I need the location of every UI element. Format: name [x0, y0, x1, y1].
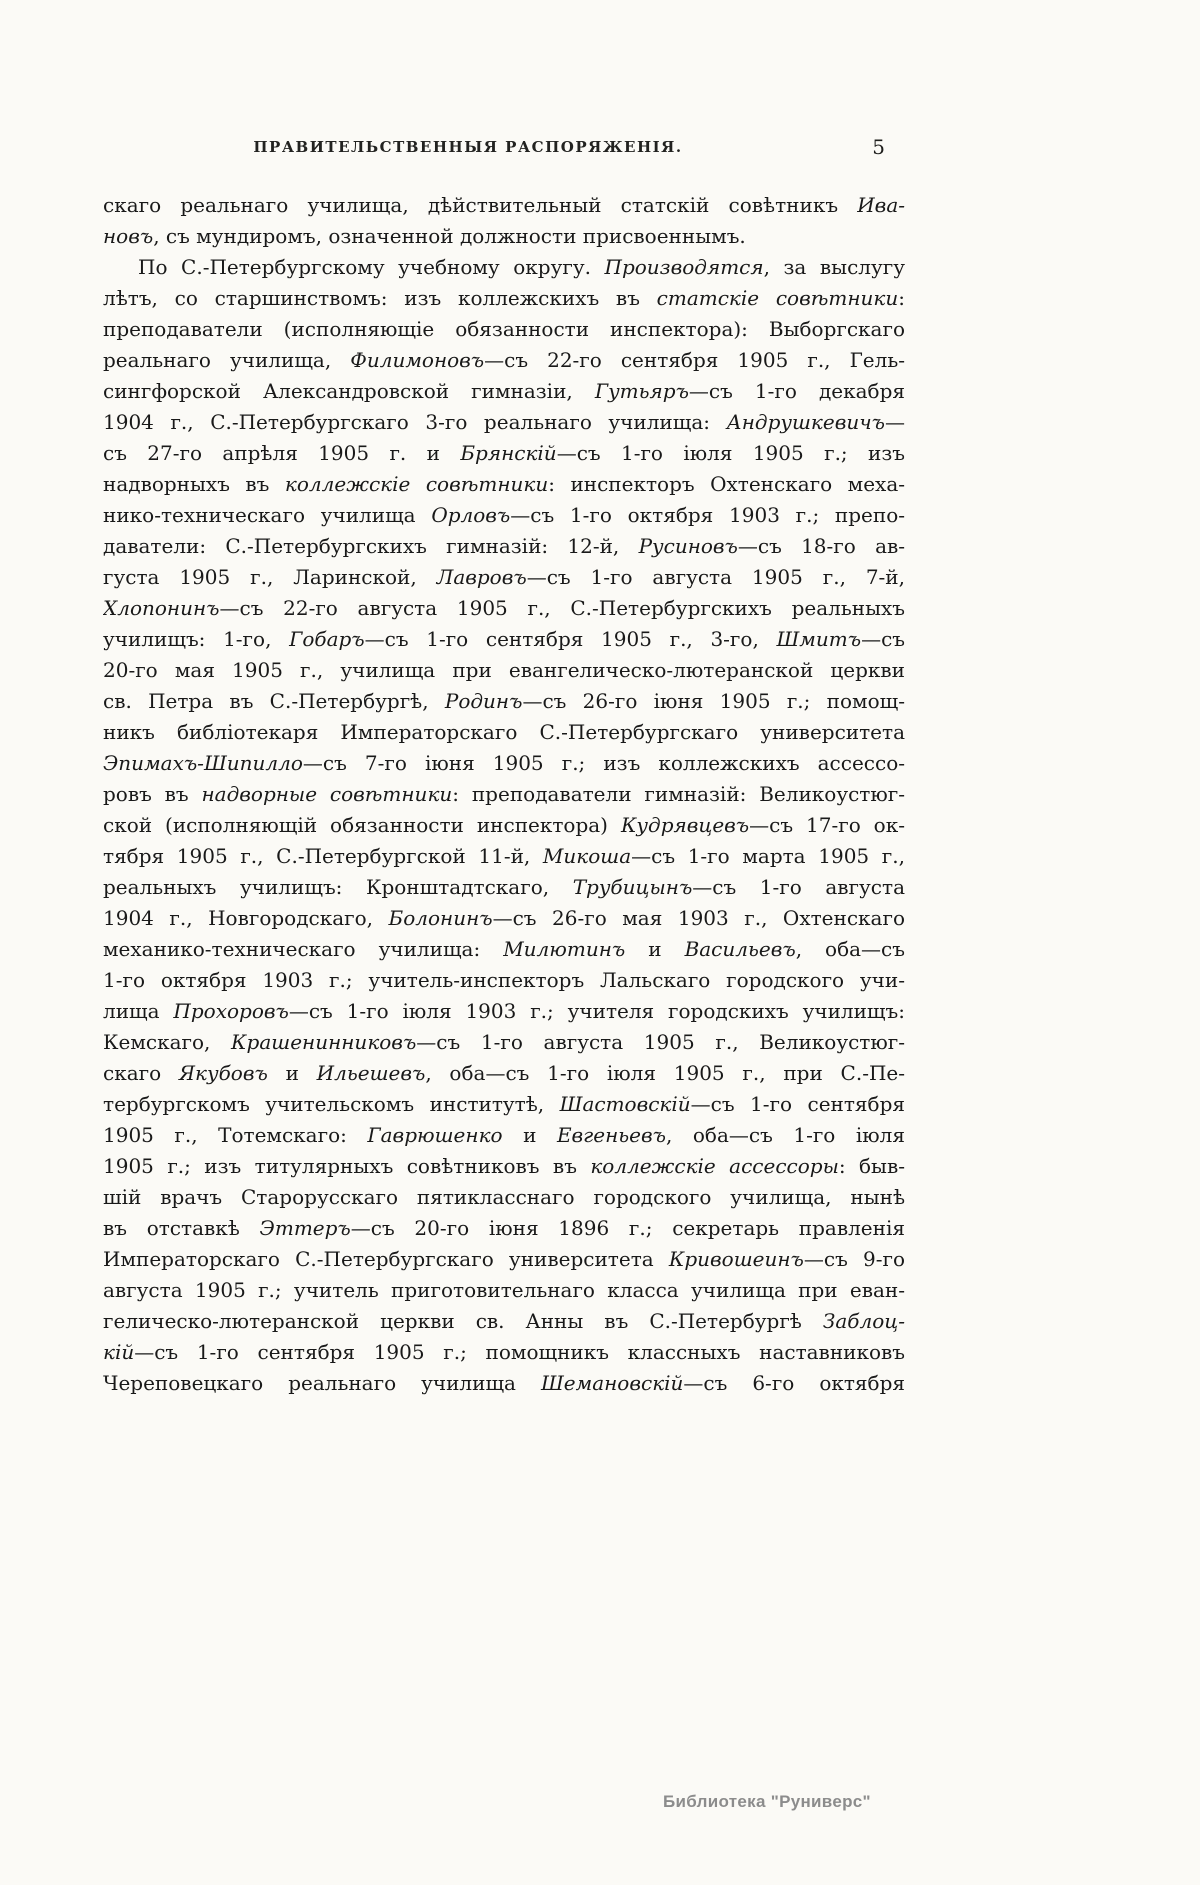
italic-text-segment: Эттеръ [259, 1216, 351, 1240]
italic-text-segment: Эпимахъ-Шипилло [103, 751, 303, 775]
text-segment: св. Петра въ С.-Петербургѣ, [103, 689, 445, 713]
text-line [103, 655, 905, 686]
italic-text-segment: Орловъ [431, 503, 511, 527]
text-segment: ской (исполняющій обязанности инспектора) [103, 813, 621, 837]
text-segment: , за выслугу [763, 255, 905, 279]
text-segment: , оба—съ 1-го іюля 1905 г., при С.-Пе- [425, 1061, 905, 1085]
italic-text-segment: Трубицынъ [572, 875, 693, 899]
text-segment: : быв- [838, 1154, 905, 1178]
text-segment: съ 27-го апрѣля 1905 г. и [103, 441, 461, 465]
text-line [103, 1306, 905, 1337]
italic-text-segment: Филимоновъ [350, 348, 485, 372]
text-segment: —съ 9-го [803, 1247, 905, 1271]
text-segment: Императорскаго С.-Петербургскаго университета [103, 1247, 669, 1271]
italic-text-segment: коллежскіе совѣтники [284, 472, 549, 496]
text-segment: По С.-Петербургскому учебному округу. [138, 255, 605, 279]
text-segment: — [885, 410, 905, 434]
italic-text-segment: Шмитъ [776, 627, 862, 651]
text-line [103, 965, 905, 996]
italic-text-segment: Русиновъ [638, 534, 738, 558]
text-segment: никъ библіотекаря Императорскаго С.-Петербургскаго университета [103, 720, 905, 744]
page-header [103, 135, 903, 162]
text-segment: —съ 1-го декабря [688, 379, 905, 403]
document-body [103, 190, 905, 1399]
text-segment: реальныхъ училищъ: Кронштадтскаго, [103, 875, 573, 899]
text-segment: —съ 1-го марта 1905 г., [631, 844, 905, 868]
text-segment: шій врачъ Старорусскаго пятикласснаго городского училища, нынѣ [103, 1185, 905, 1209]
text-segment: августа 1905 г.; учитель приготовительнаго класса училища при еван- [103, 1278, 905, 1302]
text-segment: —съ 7-го іюня 1905 г.; изъ коллежскихъ ассессо- [302, 751, 905, 775]
italic-text-segment: Микоша [542, 844, 632, 868]
italic-text-segment: Заблоц- [822, 1309, 905, 1333]
italic-text-segment: коллежскіе ассессоры [590, 1154, 839, 1178]
text-line [103, 314, 905, 345]
text-segment: —съ [861, 627, 905, 651]
text-line [103, 779, 905, 810]
text-segment: густа 1905 г., Ларинской, [103, 565, 437, 589]
text-segment: гелическо-лютеранской церкви св. Анны въ С.-Петербургѣ [103, 1309, 823, 1333]
text-segment: лѣтъ, со старшинствомъ: изъ коллежскихъ въ [103, 286, 657, 310]
text-segment: 1904 г., Новгородскаго, [103, 906, 389, 930]
text-line [103, 1182, 905, 1213]
text-segment: ровъ въ [103, 782, 202, 806]
text-segment: —съ 1-го іюля 1905 г.; изъ [556, 441, 905, 465]
text-line [103, 1368, 905, 1399]
italic-text-segment: Гобаръ [289, 627, 365, 651]
text-line [103, 1275, 905, 1306]
italic-text-segment: Лавровъ [436, 565, 527, 589]
text-line [103, 1089, 905, 1120]
text-line [103, 872, 905, 903]
text-line [103, 1213, 905, 1244]
italic-text-segment: Шемановскій [540, 1371, 684, 1395]
text-line [103, 345, 905, 376]
italic-text-segment: Кудрявцевъ [620, 813, 750, 837]
text-line [103, 438, 905, 469]
italic-text-segment: статскіе совѣтники [656, 286, 899, 310]
text-segment: и [625, 937, 685, 961]
text-segment: —съ 1-го сентября [690, 1092, 905, 1116]
text-segment: —съ 1-го сентября 1905 г.; помощникъ классныхъ наставниковъ [134, 1340, 905, 1364]
text-segment: механико-техническаго училища: [103, 937, 504, 961]
text-segment: тября 1905 г., С.-Петербургской 11-й, [103, 844, 543, 868]
text-segment: нико-техническаго училища [103, 503, 432, 527]
italic-text-segment: Милютинъ [503, 937, 626, 961]
italic-text-segment: новъ [103, 224, 154, 248]
text-segment: сингфорской Александровской гимназіи, [103, 379, 595, 403]
text-segment: преподаватели (исполняющіе обязанности инспектора): Выборгскаго [103, 317, 905, 341]
text-line [103, 996, 905, 1027]
italic-text-segment: Ива- [857, 193, 905, 217]
text-segment: скаго [103, 1061, 179, 1085]
italic-text-segment: Прохоровъ [173, 999, 289, 1023]
text-segment: —съ 6-го октября [683, 1371, 905, 1395]
italic-text-segment: Производятся [604, 255, 764, 279]
text-line [103, 717, 905, 748]
italic-text-segment: Евгеньевъ [556, 1123, 666, 1147]
italic-text-segment: Шастовскій [559, 1092, 691, 1116]
text-line [103, 221, 905, 252]
text-line [103, 1337, 905, 1368]
text-segment: реальнаго училища, [103, 348, 351, 372]
text-line [103, 841, 905, 872]
text-segment: 20-го мая 1905 г., училища при евангелическо-лютеранской церкви [103, 658, 905, 682]
text-segment: тербургскомъ учительскомъ институтѣ, [103, 1092, 560, 1116]
text-segment: , оба—съ 1-го іюля [666, 1123, 905, 1147]
text-segment: —съ 17-го ок- [749, 813, 905, 837]
italic-text-segment: надворные совѣтники [201, 782, 453, 806]
text-line [103, 593, 905, 624]
italic-text-segment: Брянскій [460, 441, 557, 465]
text-segment: и [502, 1123, 557, 1147]
text-line [103, 562, 905, 593]
italic-text-segment: Васильевъ [684, 937, 796, 961]
text-line [103, 190, 905, 221]
text-line [103, 1120, 905, 1151]
text-segment: —съ 1-го сентября 1905 г., 3-го, [364, 627, 777, 651]
text-segment: —съ 18-го ав- [737, 534, 905, 558]
text-segment: , съ мундиромъ, означенной должности присвоеннымъ. [153, 224, 746, 248]
text-segment: : преподаватели гимназій: Великоустюг- [452, 782, 905, 806]
italic-text-segment: кій [103, 1340, 135, 1364]
italic-text-segment: Хлопонинъ [103, 596, 220, 620]
italic-text-segment: Андрушкевичъ [726, 410, 885, 434]
italic-text-segment: Кривошеинъ [668, 1247, 804, 1271]
text-line [103, 748, 905, 779]
text-segment: —съ 26-го іюня 1905 г.; помощ- [522, 689, 905, 713]
text-segment: 1905 г.; изъ титулярныхъ совѣтниковъ въ [103, 1154, 591, 1178]
text-segment: —съ 1-го августа 1905 г., Великоустюг- [416, 1030, 905, 1054]
text-line [103, 1244, 905, 1275]
text-segment: —съ 1-го октября 1903 г.; препо- [510, 503, 905, 527]
text-segment: —съ 22-го сентября 1905 г., Гель- [484, 348, 905, 372]
text-segment: скаго реальнаго училища, дѣйствительный статскій совѣтникъ [103, 193, 858, 217]
text-line [103, 624, 905, 655]
text-line [103, 283, 905, 314]
text-segment: —съ 1-го августа [692, 875, 905, 899]
text-segment: —съ 1-го августа 1905 г., 7-й, [526, 565, 905, 589]
text-line [103, 376, 905, 407]
text-segment: надворныхъ въ [103, 472, 285, 496]
text-segment: —съ 22-го августа 1905 г., С.-Петербургскихъ реальныхъ [219, 596, 905, 620]
text-segment: въ отставкѣ [103, 1216, 260, 1240]
text-segment: Кемскаго, [103, 1030, 232, 1054]
text-line [103, 934, 905, 965]
text-line [103, 469, 905, 500]
page-number: 5 [872, 135, 885, 159]
text-line [103, 500, 905, 531]
text-segment: , оба—съ [795, 937, 905, 961]
text-segment: —съ 20-го іюня 1896 г.; секретарь правленія [350, 1216, 905, 1240]
text-line [103, 407, 905, 438]
text-line [103, 1058, 905, 1089]
text-line [103, 1151, 905, 1182]
text-segment: лища [103, 999, 174, 1023]
text-segment: 1-го октября 1903 г.; учитель-инспекторъ Лальскаго городского учи- [103, 968, 905, 992]
italic-text-segment: Якубовъ [178, 1061, 268, 1085]
text-line [103, 252, 905, 283]
text-segment: и [267, 1061, 317, 1085]
text-line [103, 903, 905, 934]
text-line [103, 810, 905, 841]
text-segment: : [898, 286, 905, 310]
library-watermark: Библиотека "Руниверс" [663, 1792, 871, 1811]
text-segment: —съ 1-го іюля 1903 г.; учителя городскихъ училищъ: [288, 999, 905, 1023]
italic-text-segment: Болонинъ [388, 906, 493, 930]
text-segment: училищъ: 1-го, [103, 627, 290, 651]
text-segment: 1904 г., С.-Петербургскаго 3-го реальнаго училища: [103, 410, 727, 434]
text-line [103, 1027, 905, 1058]
text-segment: —съ 26-го мая 1903 г., Охтенскаго [492, 906, 905, 930]
text-segment: : инспекторъ Охтенскаго меха- [548, 472, 905, 496]
text-segment: 1905 г., Тотемскаго: [103, 1123, 368, 1147]
italic-text-segment: Гаврюшенко [367, 1123, 503, 1147]
italic-text-segment: Родинъ [444, 689, 523, 713]
text-line [103, 531, 905, 562]
text-segment: даватели: С.-Петербургскихъ гимназій: 12-й, [103, 534, 639, 558]
italic-text-segment: Крашенинниковъ [231, 1030, 417, 1054]
running-header-title: ПРАВИТЕЛЬСТВЕННЫЯ РАСПОРЯЖЕНІЯ. [253, 138, 683, 156]
text-line [103, 686, 905, 717]
text-segment: Череповецкаго реальнаго училища [103, 1371, 541, 1395]
italic-text-segment: Ильешевъ [316, 1061, 426, 1085]
italic-text-segment: Гутьяръ [594, 379, 689, 403]
